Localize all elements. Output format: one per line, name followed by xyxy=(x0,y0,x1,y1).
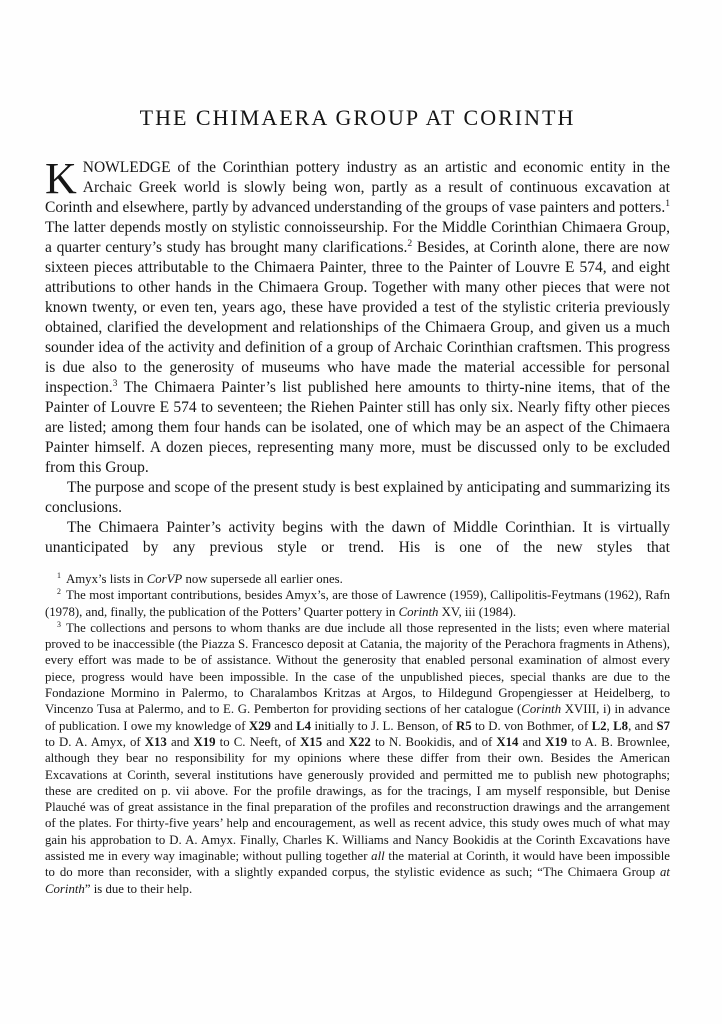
article-body xyxy=(45,154,670,558)
page-title: THE CHIMAERA GROUP AT CORINTH xyxy=(139,105,576,130)
paragraph-1-text: NOWLEDGE of the Corinthian pottery industry as an artistic and economic entity in the Archaic Greek world is slowly being won, partly as a result of continuous excavation at Corinth and elsewhere, partly by advanced understanding of the groups of vase painters and potters.$^1$ The latter depends mostly on stylistic connoisseurship. For the Middle Corinthian Chimaera Group, a quarter century’s study has brought many clarifications.$^2$ Besides, at Corinth alone, there are now sixteen pieces attributable to the Chimaera Painter, three to the Painter of Louvre E 574, and eight attributions to other hands in the Chimaera Group. Together with many other pieces that were not known twenty, or even ten, years ago, these have provided a test of the stylistic criteria previously obtained, clarified the development and relationships of the Chimaera Group, and given us a much sounder idea of the activity and definition of a group of Archaic Corinthian craftsmen. This progress is due also to the generosity of museums who have made the material accessible for personal inspection.$^3$ The Chimaera Painter’s list published here amounts to thirty-nine items, that of the Painter of Louvre E 574 to seventeen; the Riehen Painter still has only six. Nearly fifty other pieces are listed; among them four hands can be isolated, one of which may be an aspect of the Chimaera Painter himself. A dozen pieces, representing many more, must be discussed only to be excluded from this Group. xyxy=(45,159,670,476)
footnotes-section xyxy=(45,571,670,897)
footnote-3 xyxy=(45,620,670,897)
footnote-3-text: The collections and persons to whom thanks are due include all those represented in the lists; even where material proved to be inaccessible (the Piazza S. Francesco deposit at Catania, the majority of the Perachora fragments in Athens), every effort was made to be of assistance. Without the generosity that enabled personal examination of almost every piece, progress would have been impossible. In the case of the unpublished pieces, special thanks are due to the Fondazione Mormino in Palermo, to Charalambos Kritzas at Argos, to Hildegund Gropengiesser at Heidelberg, to Vincenzo Tusa at Palermo, and to E. G. Pemberton for providing sections of her catalogue (Corinth XVIII, i) in advance of publication. I owe my knowledge of X29 and L4 initially to J. L. Benson, of R5 to D. von Bothmer, of L2, L8, and S7 to D. A. Amyx, of X13 and X19 to C. Neeft, of X15 and X22 to N. Bookidis, and of X14 and X19 to A. B. Brownlee, although they bear no responsibility for my opinions where these differ from their own. Besides the American Excavations at Corinth, several institutions have generously provided and permitted me to publish new photographs; these are credited on p. vii above. For the profile drawings, as for the tracings, I am myself responsible, but Denise Plauché was of great assistance in the final preparation of the profiles and reconstruction drawings and the arrangement of the plates. For thirty-five years’ help and encouragement, as well as recent advice, this study owes much of what may gain his approbation to D. A. Amyx. Finally, Charles K. Williams and Nancy Bookidis at the Corinth Excavations have assisted me in every way imaginable; without pulling together all the material at Corinth, it would have been impossible to do more than reconsider, with a slightly expanded corpus, the stylistic evidence as such; “The Chimaera Group at Corinth” is due to their help. xyxy=(45,620,671,896)
paragraph-3-text: The Chimaera Painter’s activity begins with the dawn of Middle Corinthian. It is virtually unanticipated by any previous style or trend. His is one of the new styles that xyxy=(45,519,670,556)
dropcap-initial: K xyxy=(45,154,77,203)
paragraph-3 xyxy=(45,518,670,558)
footnote-2 xyxy=(45,587,670,620)
paragraph-1 xyxy=(45,154,670,478)
footnote-2-number: 2 xyxy=(57,587,61,597)
footnote-1 xyxy=(45,571,670,587)
footnote-2-text: The most important contributions, besides Amyx’s, are those of Lawrence (1959), Callipolitis-Feytmans (1962), Rafn (1978), and, finally, the publication of the Potters’ Quarter pottery in Corinth XV, iii (1984). xyxy=(45,588,670,619)
footnote-3-number: 3 xyxy=(57,619,61,629)
footnote-1-number: 1 xyxy=(57,570,61,580)
paragraph-2 xyxy=(45,478,670,518)
footnote-1-text: Amyx’s lists in CorVP now supersede all earlier ones. xyxy=(65,572,343,586)
paragraph-2-text: The purpose and scope of the present study is best explained by anticipating and summarizing its conclusions. xyxy=(45,479,670,516)
